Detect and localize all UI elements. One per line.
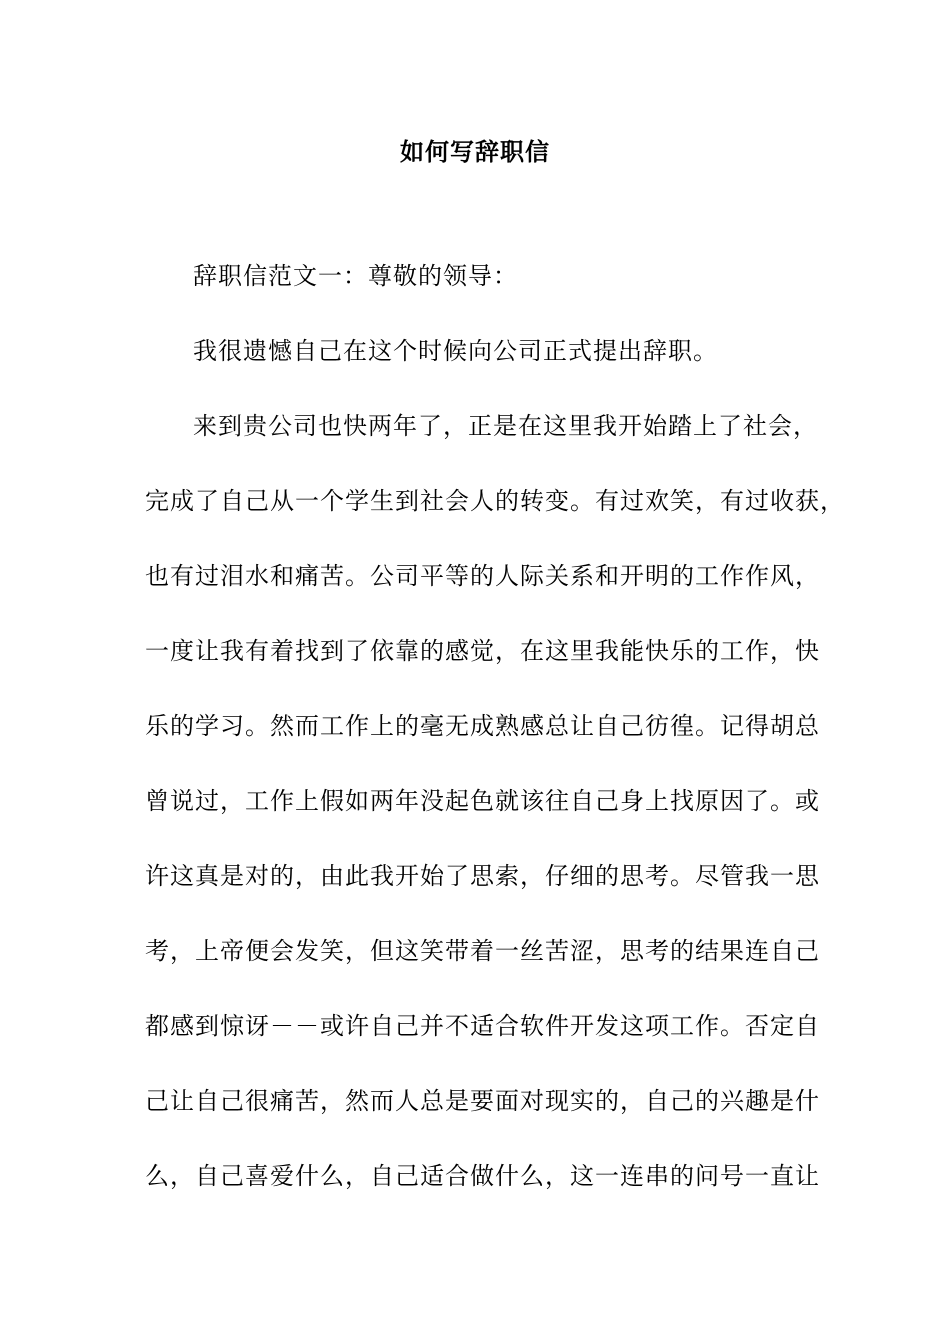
text-line: 曾说过，工作上假如两年没起色就该往自己身上找原因了。或: [145, 787, 820, 815]
text-line: 我很遗憾自己在这个时候向公司正式提出辞职。: [193, 337, 718, 365]
text-line: 也有过泪水和痛苦。公司平等的人际关系和开明的工作作风，: [145, 562, 820, 590]
text-line: 么，自己喜爱什么，自己适合做什么，这一连串的问号一直让: [145, 1162, 820, 1190]
text-line: 一度让我有着找到了依靠的感觉，在这里我能快乐的工作，快: [145, 637, 820, 665]
text-line: 己让自己很痛苦，然而人总是要面对现实的，自己的兴趣是什: [145, 1087, 820, 1115]
text-line: 都感到惊讶－－或许自己并不适合软件开发这项工作。否定自: [145, 1012, 820, 1040]
text-line: 完成了自己从一个学生到社会人的转变。有过欢笑，有过收获，: [145, 487, 845, 515]
text-line: 许这真是对的，由此我开始了思索，仔细的思考。尽管我一思: [145, 862, 820, 890]
text-line: 乐的学习。然而工作上的毫无成熟感总让自己彷徨。记得胡总: [145, 712, 820, 740]
text-line: 辞职信范文一：尊敬的领导：: [193, 262, 518, 290]
text-line: 考，上帝便会发笑，但这笑带着一丝苦涩，思考的结果连自己: [145, 937, 820, 965]
document-title: 如何写辞职信: [400, 137, 550, 166]
text-line: 来到贵公司也快两年了，正是在这里我开始踏上了社会，: [193, 412, 818, 440]
